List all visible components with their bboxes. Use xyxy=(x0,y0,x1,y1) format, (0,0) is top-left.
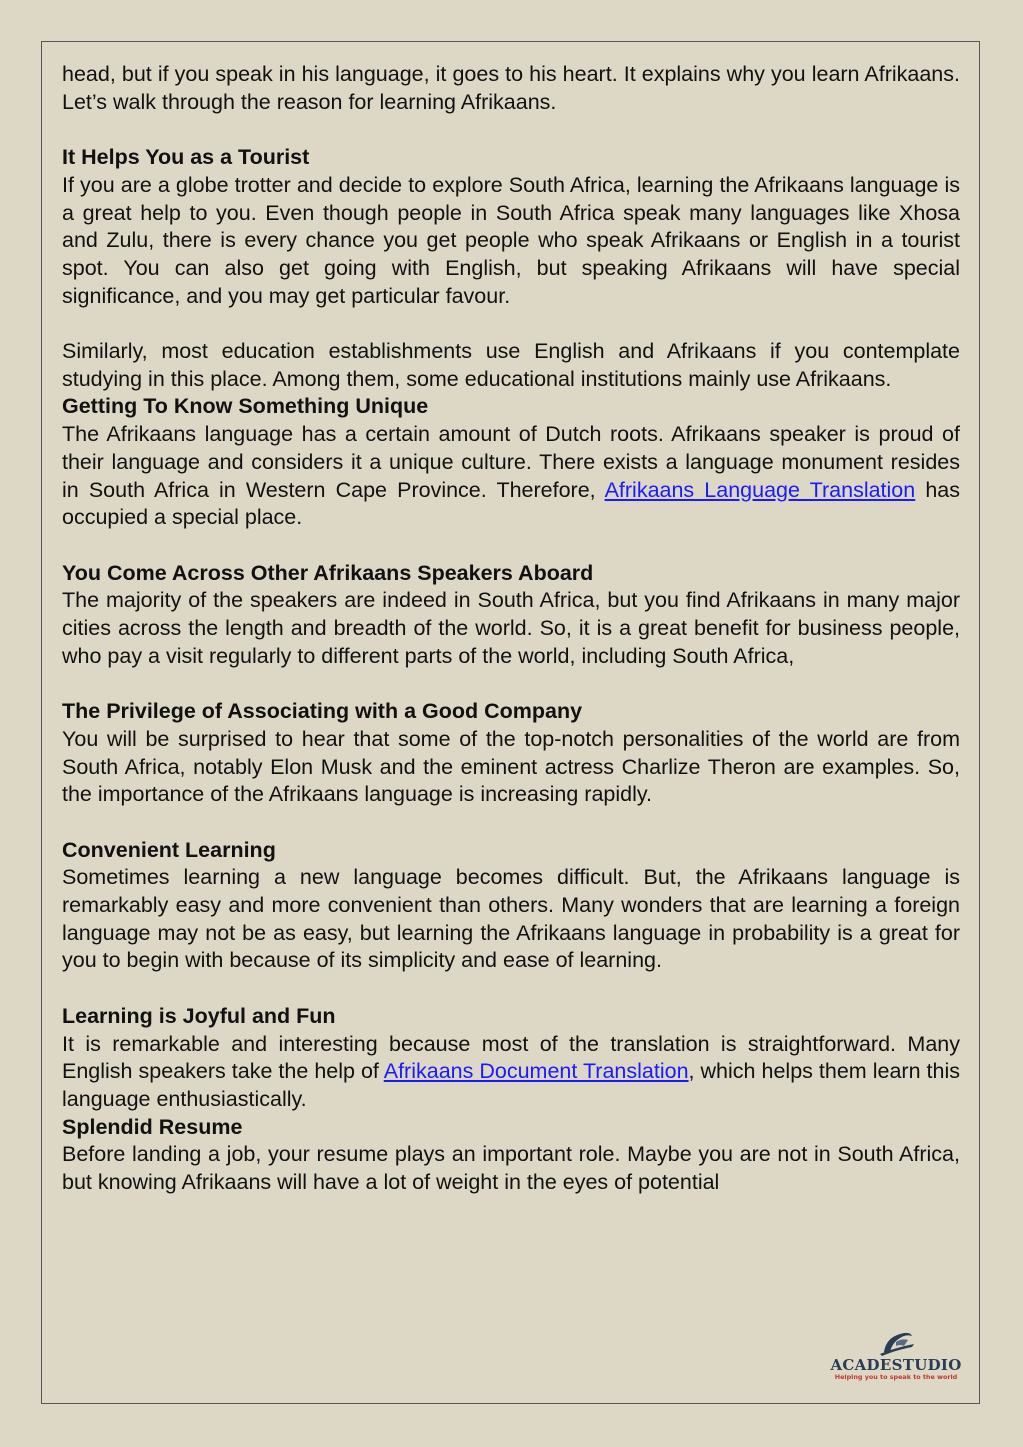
document-body xyxy=(62,61,960,1197)
afrikaans-document-translation-link[interactable]: Afrikaans Document Translation xyxy=(383,1059,689,1084)
acadestudio-logo xyxy=(828,1330,964,1390)
paragraph-unique xyxy=(62,421,960,532)
logo-brand-name: ACADESTUDIO xyxy=(830,1356,962,1374)
paragraph-convenient: Sometimes learning a new language becomes difficult. But, the Afrikaans language is remarkably easy and more convenient than others. Many wonders that are learning a foreign language may not be as easy, but learning the Afrikaans language in probability is a great for you to begin with because of its simplicity and ease of learning. xyxy=(62,865,960,973)
paragraph-tourist: If you are a globe trotter and decide to explore South Africa, learning the Afrikaans language is a great help to you. Even though people in South Africa speak many languages like Xhosa and Zulu, there is every chance you get people who speak Afrikaans or English in a tourist spot. You can also get going with English, but speaking Afrikaans will have special significance, and you may get particular favour. xyxy=(62,172,960,308)
heading-aboard: You Come Across Other Afrikaans Speakers Aboard xyxy=(62,560,594,585)
logo-tagline: Helping you to speak to the world xyxy=(834,1373,958,1381)
paragraph-joyful-text-2: , which helps them learn this language enthusiastically. xyxy=(62,1059,960,1111)
paragraph-joyful xyxy=(62,1031,960,1114)
paragraph-resume: Before landing a job, your resume plays an important role. Maybe you are not in South Africa, but knowing Afrikaans will have a lot of weight in the eyes of potential xyxy=(62,1142,960,1195)
intro-paragraph: head, but if you speak in his language, it goes to his heart. It explains why you learn Afrikaans. Let’s walk through the reason for learning Afrikaans. xyxy=(62,62,960,114)
paragraph-aboard: The majority of the speakers are indeed in South Africa, but you find Afrikaans in many major cities across the length and breadth of the world. So, it is a great benefit for business people, who pay a visit regularly to different parts of the world, including South Africa, xyxy=(62,588,960,668)
paragraph-unique-text-2: has occupied a special place. xyxy=(62,477,961,530)
heading-convenient: Convenient Learning xyxy=(62,837,276,862)
paragraph-education: Similarly, most education establishments use English and Afrikaans if you contemplate studying in this place. Among them, some educational institutions mainly use Afrikaans. xyxy=(62,339,960,391)
heading-company: The Privilege of Associating with a Good Company xyxy=(62,699,583,724)
heading-joyful: Learning is Joyful and Fun xyxy=(62,1003,336,1028)
paragraph-joyful-text-1: It is remarkable and interesting because most of the translation is straightforward. Many English speakers take the help of xyxy=(62,1031,960,1084)
speech-bubble-swoosh-icon xyxy=(876,1330,916,1356)
paragraph-company: You will be surprised to hear that some of the top-notch personalities of the world are from South Africa, notably Elon Musk and the eminent actress Charlize Theron are examples. So, the importance of the Afrikaans language is increasing rapidly. xyxy=(62,726,960,807)
paragraph-unique-text-1: The Afrikaans language has a certain amount of Dutch roots. Afrikaans speaker is proud of their language and considers it a unique culture. There exists a language monument resides in South Africa in Western Cape Province. Therefore, xyxy=(62,422,960,502)
heading-resume: Splendid Resume xyxy=(62,1114,243,1139)
heading-unique: Getting To Know Something Unique xyxy=(62,394,429,419)
afrikaans-language-translation-link[interactable]: Afrikaans Language Translation xyxy=(604,477,916,502)
heading-tourist: It Helps You as a Tourist xyxy=(62,145,310,170)
